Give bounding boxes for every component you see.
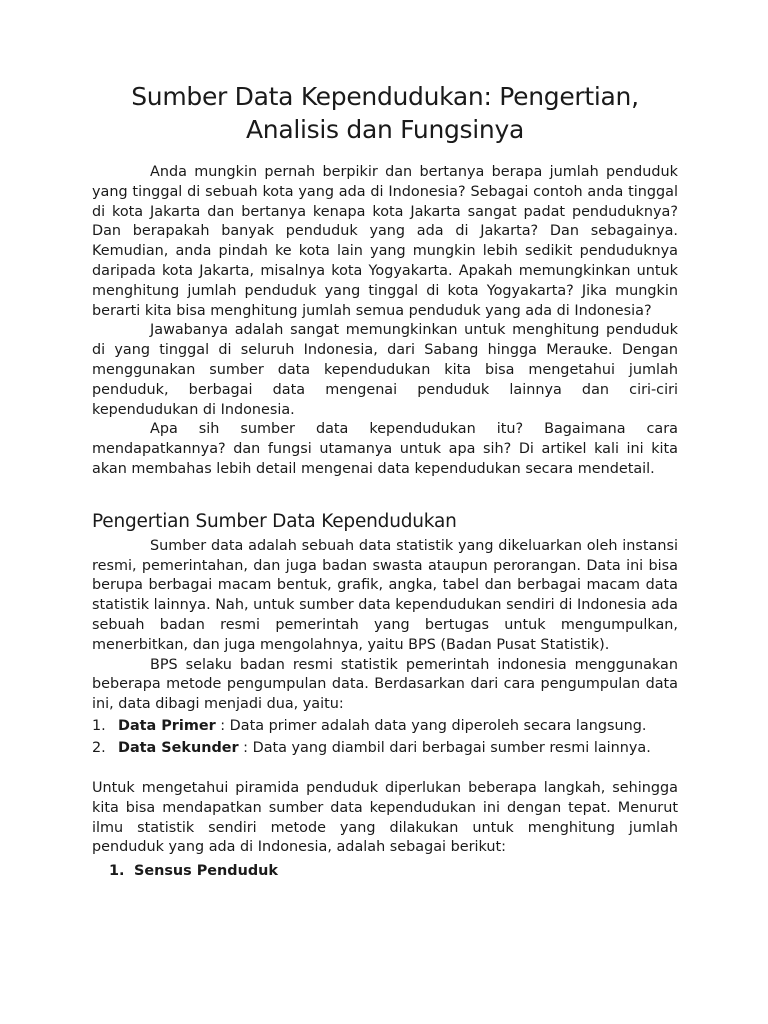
subheading-number: 1.: [109, 863, 125, 880]
section-paragraph-2: BPS selaku badan resmi statistik pemerintah indonesia menggunakan beberapa metode pengumpulan data. Berdasarkan dari cara pengumpulan data ini, data dibagi menjadi dua, yaitu:: [92, 656, 678, 713]
document-title: [92, 80, 678, 146]
subheading-sensus: [92, 860, 678, 882]
list-item-desc: : Data primer adalah data yang diperoleh secara langsung.: [215, 717, 647, 734]
spacer: [92, 759, 678, 779]
closing-paragraph: Untuk mengetahui piramida penduduk diperlukan beberapa langkah, sehingga kita bisa mendapatkan sumber data kependudukan ini dengan tepat. Menurut ilmu statistik sendiri metode yang dilakukan untuk menghitung jumlah penduduk yang ada di Indonesia, adalah sebagai berikut:: [92, 779, 678, 856]
list-item-desc: : Data yang diambil dari berbagai sumber resmi lainnya.: [238, 739, 651, 756]
list-item-term: Data Sekunder: [118, 739, 239, 756]
title-line-2: Analisis dan Fungsinya: [246, 115, 524, 144]
subheading-label: Sensus Penduduk: [134, 863, 278, 880]
intro-paragraph-1: Anda mungkin pernah berpikir dan bertanya berapa jumlah penduduk yang tinggal di sebuah kota yang ada di Indonesia? Sebagai contoh anda tinggal di kota Jakarta dan bertanya kenapa kota Jakarta sangat padat penduduknya? Dan berapakah banyak penduduk yang ada di Jakarta? Dan sebagainya. Kemudian, anda pindah ke kota lain yang mungkin lebih sedikit penduduknya daripada kota Jakarta, misalnya kota Yogyakarta. Apakah memungkinkan untuk menghitung jumlah penduduk yang tinggal di kota Yogyakarta? Jika mungkin berarti kita bisa menghitung jumlah semua penduduk yang ada di Indonesia?: [92, 164, 678, 319]
section-heading: Pengertian Sumber Data Kependudukan: [92, 510, 457, 532]
list-item-number: 2.: [92, 739, 106, 756]
list-item-number: 1.: [92, 717, 106, 734]
title-line-1: Sumber Data Kependudukan: Pengertian,: [131, 82, 639, 111]
intro-paragraph-3: Apa sih sumber data kependudukan itu? Bagaimana cara mendapatkannya? dan fungsi utamanya untuk apa sih? Di artikel kali ini kita akan membahas lebih detail mengenai data kependudukan secara mendetail.: [92, 421, 678, 477]
list-item: [92, 715, 678, 737]
data-type-list: [92, 715, 678, 759]
list-item-term: Data Primer: [118, 717, 216, 734]
list-item: [92, 737, 678, 759]
section-paragraph-1: Sumber data adalah sebuah data statistik yang dikeluarkan oleh instansi resmi, pemerintahan, dan juga badan swasta ataupun perorangan. Data ini bisa berupa berbagai macam bentuk, grafik, angka, tabel dan berbagai macam data statistik lainnya. Nah, untuk sumber data kependudukan sendiri di Indonesia ada sebuah badan resmi pemerintah yang bertugas untuk mengumpulkan, menerbitkan, dan juga mengolahnya, yaitu BPS (Badan Pusat Statistik).: [92, 537, 678, 653]
document-page: [92, 80, 678, 882]
intro-paragraph-2: Jawabanya adalah sangat memungkinkan untuk menghitung penduduk di yang tinggal di seluruh Indonesia, dari Sabang hingga Merauke. Dengan menggunakan sumber data kependudukan kita bisa mengetahui jumlah penduduk, berbagai data mengenai penduduk lainnya dan ciri-ciri kependudukan di Indonesia.: [92, 322, 678, 418]
